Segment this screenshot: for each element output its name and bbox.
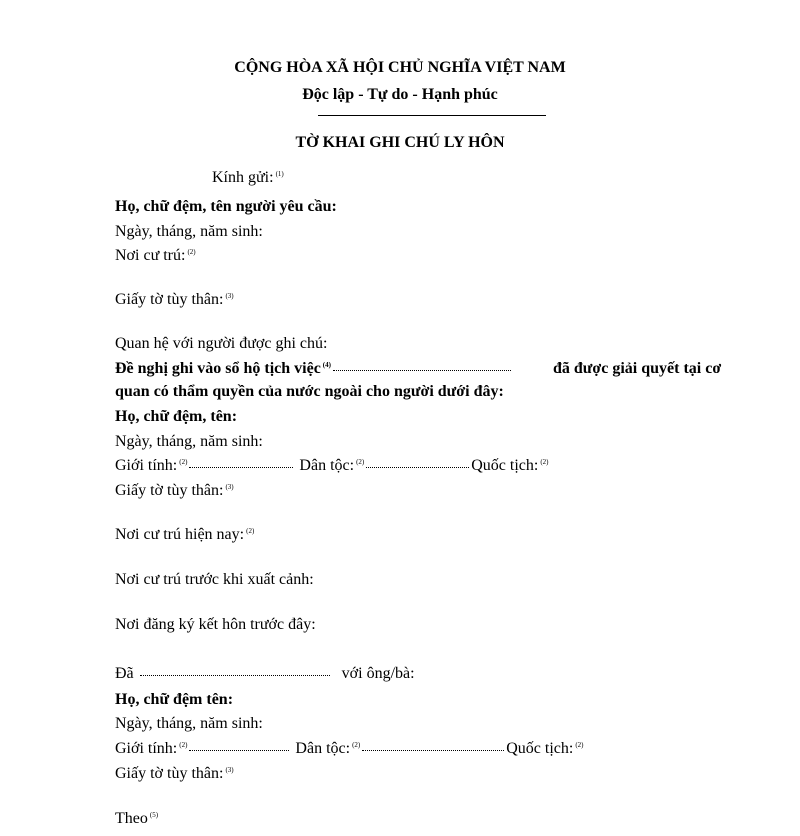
motto-underline [318, 115, 546, 116]
request-text-b: đã được giải quyết tại cơ [553, 360, 722, 377]
note-ref: (3) [225, 292, 234, 300]
note-ref: (2) [187, 248, 196, 256]
country-heading: CỘNG HÒA XÃ HỘI CHỦ NGHĨA VIỆT NAM [234, 59, 566, 76]
note-ref: (2) [352, 741, 361, 749]
note-ref: (2) [179, 458, 188, 466]
prior-marriage-place-label: Nơi đăng ký kết hôn trước đây: [115, 616, 316, 633]
requester-dob-label: Ngày, tháng, năm sinh: [115, 223, 263, 240]
note-ref: (2) [179, 741, 188, 749]
current-residence-label: Nơi cư trú hiện nay: [115, 526, 245, 543]
dotted-fill [366, 457, 469, 468]
theo-label: Theo [115, 810, 148, 827]
prior-residence-label: Nơi cư trú trước khi xuất cảnh: [115, 571, 314, 588]
nationality-label: Quốc tịch: [471, 457, 539, 474]
note-ref: (2) [246, 527, 255, 535]
requester-id-line [115, 290, 234, 310]
note-ref: (4) [322, 361, 331, 369]
person-id-line [115, 481, 234, 501]
note-ref: (5) [149, 811, 159, 819]
note-ref: (3) [225, 766, 234, 774]
dotted-fill [189, 457, 293, 468]
person-name-label: Họ, chữ đệm, tên: [115, 408, 238, 425]
residence-label: Nơi cư trú: [115, 247, 186, 264]
da-label: Đã [115, 665, 134, 682]
with-spouse-label: với ông/bà: [341, 665, 415, 682]
spouse-gender-line [115, 739, 584, 759]
form-title: TỜ KHAI GHI CHÚ LY HÔN [295, 134, 505, 151]
request-text-c: quan có thẩm quyền của nước ngoài cho người dưới đây: [115, 383, 504, 400]
person-gender-line [115, 456, 549, 476]
current-residence-line [115, 525, 254, 545]
requester-name-label: Họ, chữ đệm, tên người yêu cầu: [115, 198, 337, 215]
kinh-gui-line [212, 168, 284, 188]
note-ref: (2) [575, 741, 584, 749]
id-doc-label: Giấy tờ tùy thân: [115, 765, 224, 782]
dotted-fill [140, 665, 330, 676]
dotted-fill [333, 360, 511, 371]
ethnicity-label: Dân tộc: [295, 740, 351, 757]
request-line [115, 359, 513, 379]
dotted-fill [362, 740, 504, 751]
requester-residence-line [115, 246, 196, 266]
request-text-a: Đề nghị ghi vào sổ hộ tịch việc [115, 360, 321, 377]
gender-label: Giới tính: [115, 740, 178, 757]
theo-line [115, 809, 158, 829]
spouse-id-line [115, 764, 234, 784]
nationality-label: Quốc tịch: [506, 740, 574, 757]
note-ref: (1) [275, 170, 284, 178]
motto: Độc lập - Tự do - Hạnh phúc [302, 86, 498, 103]
married-with-line [115, 664, 415, 684]
note-ref: (2) [356, 458, 365, 466]
relation-label: Quan hệ với người được ghi chú: [115, 335, 328, 352]
person-dob-label: Ngày, tháng, năm sinh: [115, 433, 263, 450]
kinh-gui-label: Kính gửi: [212, 169, 274, 186]
id-doc-label: Giấy tờ tùy thân: [115, 291, 224, 308]
dotted-fill [189, 740, 289, 751]
spouse-dob-label: Ngày, tháng, năm sinh: [115, 715, 263, 732]
note-ref: (3) [225, 483, 234, 491]
id-doc-label: Giấy tờ tùy thân: [115, 482, 224, 499]
note-ref: (2) [540, 458, 549, 466]
ethnicity-label: Dân tộc: [299, 457, 355, 474]
gender-label: Giới tính: [115, 457, 178, 474]
spouse-name-label: Họ, chữ đệm tên: [115, 691, 234, 708]
